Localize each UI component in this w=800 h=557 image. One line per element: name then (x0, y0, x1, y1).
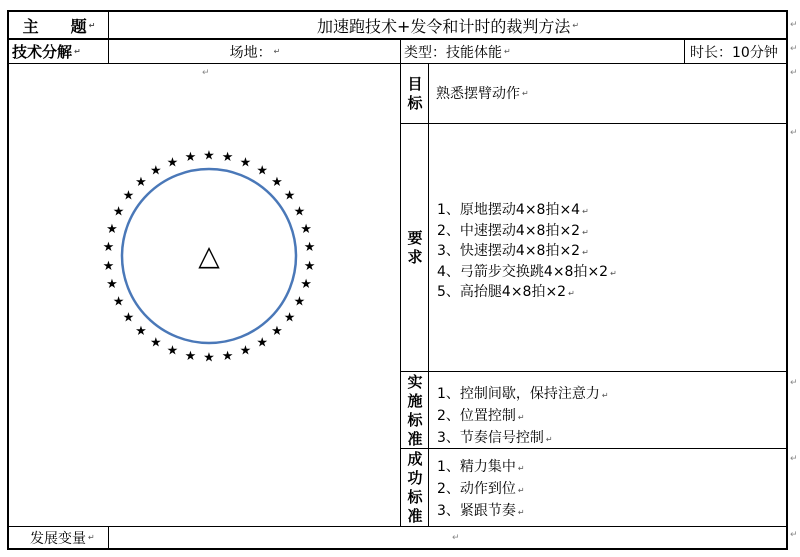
requirements-list (437, 201, 617, 304)
topic-label: 主 题 ↵ (22, 16, 96, 36)
implementation-list (437, 384, 609, 450)
star-marker: ★ (293, 294, 306, 310)
center-triangle-marker: △ (198, 239, 220, 272)
footer-paragraph-mark: ↵ (452, 533, 460, 543)
star-marker: ★ (283, 310, 296, 326)
col-divider-footer (108, 526, 109, 549)
row-divider-goal (400, 123, 788, 124)
star-marker: ★ (135, 324, 147, 340)
list-item: 5、高抬腿4×8拍×2 ↵ (437, 284, 575, 300)
col-divider-title (108, 10, 109, 40)
star-marker: ★ (300, 221, 312, 237)
star-marker: ★ (149, 163, 162, 179)
margin-mark: ↵ (790, 20, 798, 30)
margin-mark: ↵ (790, 378, 798, 388)
type-label: 类型：技能体能 ↵ (404, 44, 511, 61)
list-item: 3、节奏信号控制 ↵ (437, 430, 553, 446)
star-marker: ★ (122, 310, 135, 326)
col-divider-duration (684, 40, 685, 64)
margin-mark: ↵ (790, 128, 798, 138)
star-marker: ★ (203, 350, 215, 366)
list-item: 4、弓箭步交换跳4×8拍×2 ↵ (437, 263, 617, 280)
table-border-right (786, 10, 788, 550)
requirements-label: 要 求 (407, 229, 423, 266)
venue-label: 场地： ↵ (229, 44, 281, 61)
star-marker: ★ (300, 277, 312, 293)
star-marker: ★ (256, 335, 269, 351)
breakdown-label: 技术分解 ↵ (12, 43, 81, 61)
margin-mark: ↵ (790, 44, 798, 54)
star-marker: ★ (203, 148, 215, 164)
star-marker: ★ (271, 324, 283, 340)
star-marker: ★ (239, 343, 252, 359)
col-divider-breakdown (108, 40, 109, 64)
row-divider-requirements (400, 371, 788, 372)
star-marker: ★ (106, 221, 118, 237)
star-marker: ★ (184, 150, 197, 166)
star-marker: ★ (303, 240, 316, 256)
row-divider-footer (7, 526, 788, 527)
list-item: 3、快速摆动4×8拍×2 ↵ (437, 243, 589, 259)
goal-text: 熟悉摆臂动作 ↵ (436, 86, 529, 102)
star-marker: ★ (112, 204, 125, 220)
star-marker: ★ (239, 155, 252, 171)
list-item: 1、原地摆动4×8拍×4 ↵ (437, 202, 589, 218)
development-variable-label: 发展变量 ↵ (30, 530, 95, 547)
success-label: 成 功 标 准 (407, 450, 423, 525)
table-border-left (7, 10, 9, 550)
margin-mark: ↵ (790, 530, 798, 540)
col-divider-labels (428, 64, 429, 527)
star-marker: ★ (221, 348, 234, 364)
list-item: 2、动作到位 ↵ (437, 481, 525, 497)
list-item: 2、位置控制 ↵ (437, 408, 525, 424)
diagram-paragraph-mark: ↵ (202, 68, 210, 78)
star-marker: ★ (283, 188, 296, 204)
implementation-label: 实 施 标 准 (407, 373, 423, 448)
success-list (437, 457, 525, 523)
star-marker: ★ (102, 258, 115, 274)
star-marker: ★ (106, 277, 118, 293)
star-marker: ★ (135, 174, 147, 190)
list-item: 2、中速摆动4×8拍×2 ↵ (437, 222, 589, 239)
star-marker: ★ (112, 294, 125, 310)
list-item: 1、精力集中 ↵ (437, 459, 525, 475)
page-title: 加速跑技术+发令和计时的裁判方法 ↵ (316, 16, 580, 36)
star-marker: ★ (122, 188, 135, 204)
star-marker: ★ (102, 240, 115, 256)
list-item: 1、控制间歇，保持注意力 ↵ (437, 386, 609, 402)
margin-mark: ↵ (790, 454, 798, 464)
duration-label: 时长：10分钟 (690, 44, 778, 61)
formation-diagram (79, 126, 339, 386)
list-item: 3、紧跟节奏 ↵ (437, 503, 525, 519)
star-marker: ★ (303, 258, 316, 274)
goal-label: 目 标 (407, 75, 423, 112)
star-marker: ★ (271, 174, 283, 190)
table-border-bottom (7, 548, 788, 550)
star-marker: ★ (166, 343, 179, 359)
row-divider-info (7, 63, 788, 64)
col-divider-main (400, 40, 401, 527)
star-marker: ★ (293, 204, 306, 220)
margin-mark: ↵ (790, 68, 798, 78)
star-marker: ★ (221, 150, 234, 166)
star-marker: ★ (184, 348, 197, 364)
star-marker: ★ (166, 155, 179, 171)
star-marker: ★ (149, 335, 162, 351)
star-marker: ★ (256, 163, 269, 179)
